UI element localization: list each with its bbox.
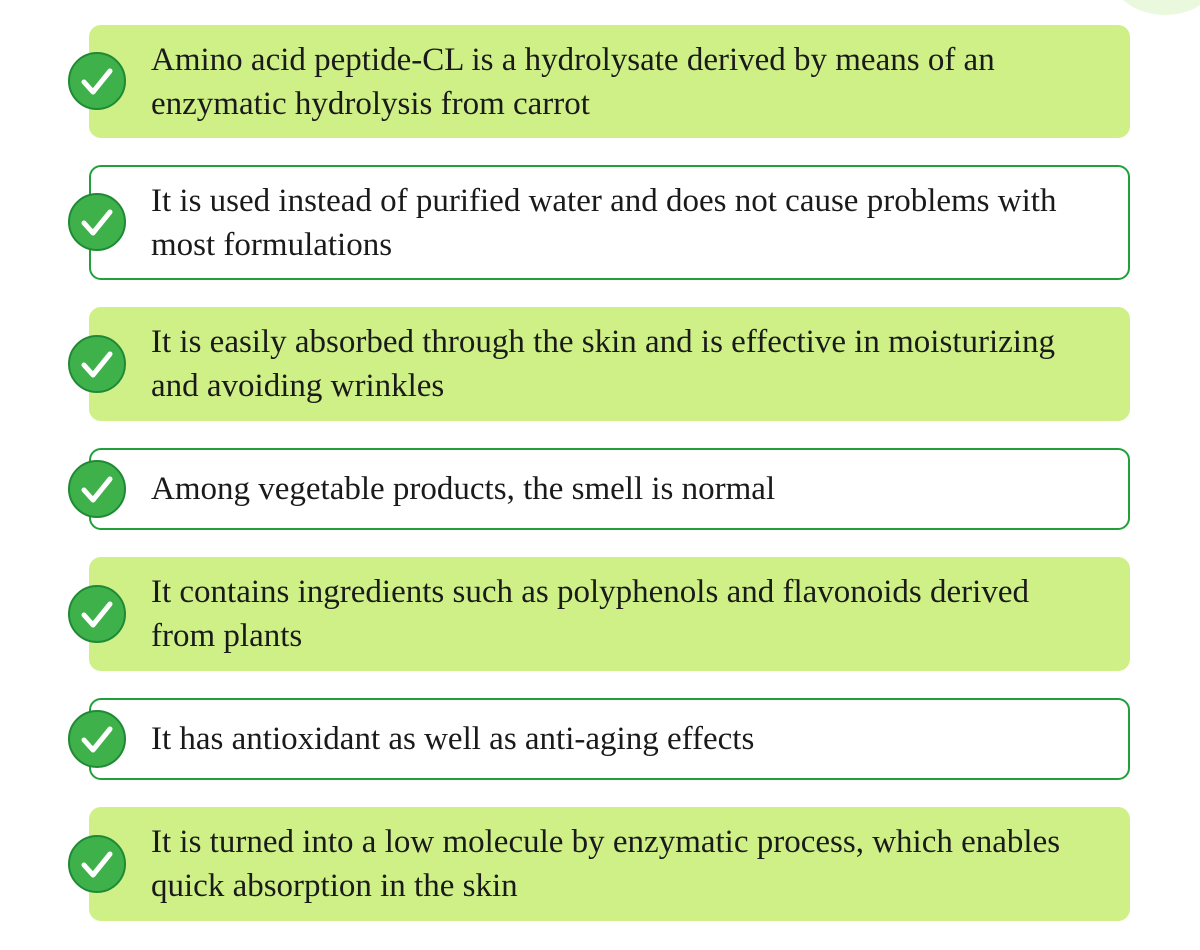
check-circle-icon	[67, 459, 127, 519]
feature-text: Amino acid peptide-CL is a hydrolysate derived by means of an enzymatic hydrolysis from carrot	[151, 41, 995, 122]
feature-text: It has antioxidant as well as anti-aging effects	[151, 721, 755, 757]
check-circle-icon	[67, 334, 127, 394]
check-circle-icon	[67, 709, 127, 769]
feature-text: It contains ingredients such as polyphenols and flavonoids derived from plants	[151, 574, 1029, 654]
feature-text: It is turned into a low molecule by enzymatic process, which enables quick absorption in the skin	[151, 824, 1061, 904]
feature-text: It is used instead of purified water and does not cause problems with most formulations	[151, 182, 1057, 263]
feature-text: Among vegetable products, the smell is normal	[151, 471, 776, 507]
corner-decoration	[1110, 0, 1200, 15]
feature-item	[89, 807, 1130, 921]
check-circle-icon	[67, 834, 127, 894]
feature-item	[89, 307, 1130, 421]
feature-text: It is easily absorbed through the skin and is effective in moisturizing and avoiding wrinkles	[151, 324, 1055, 404]
feature-item	[89, 698, 1130, 780]
check-circle-icon	[67, 51, 127, 111]
check-circle-icon	[67, 192, 127, 252]
feature-item	[89, 25, 1130, 138]
feature-item	[89, 165, 1130, 280]
feature-item	[89, 557, 1130, 671]
feature-item	[89, 448, 1130, 530]
check-circle-icon	[67, 584, 127, 644]
